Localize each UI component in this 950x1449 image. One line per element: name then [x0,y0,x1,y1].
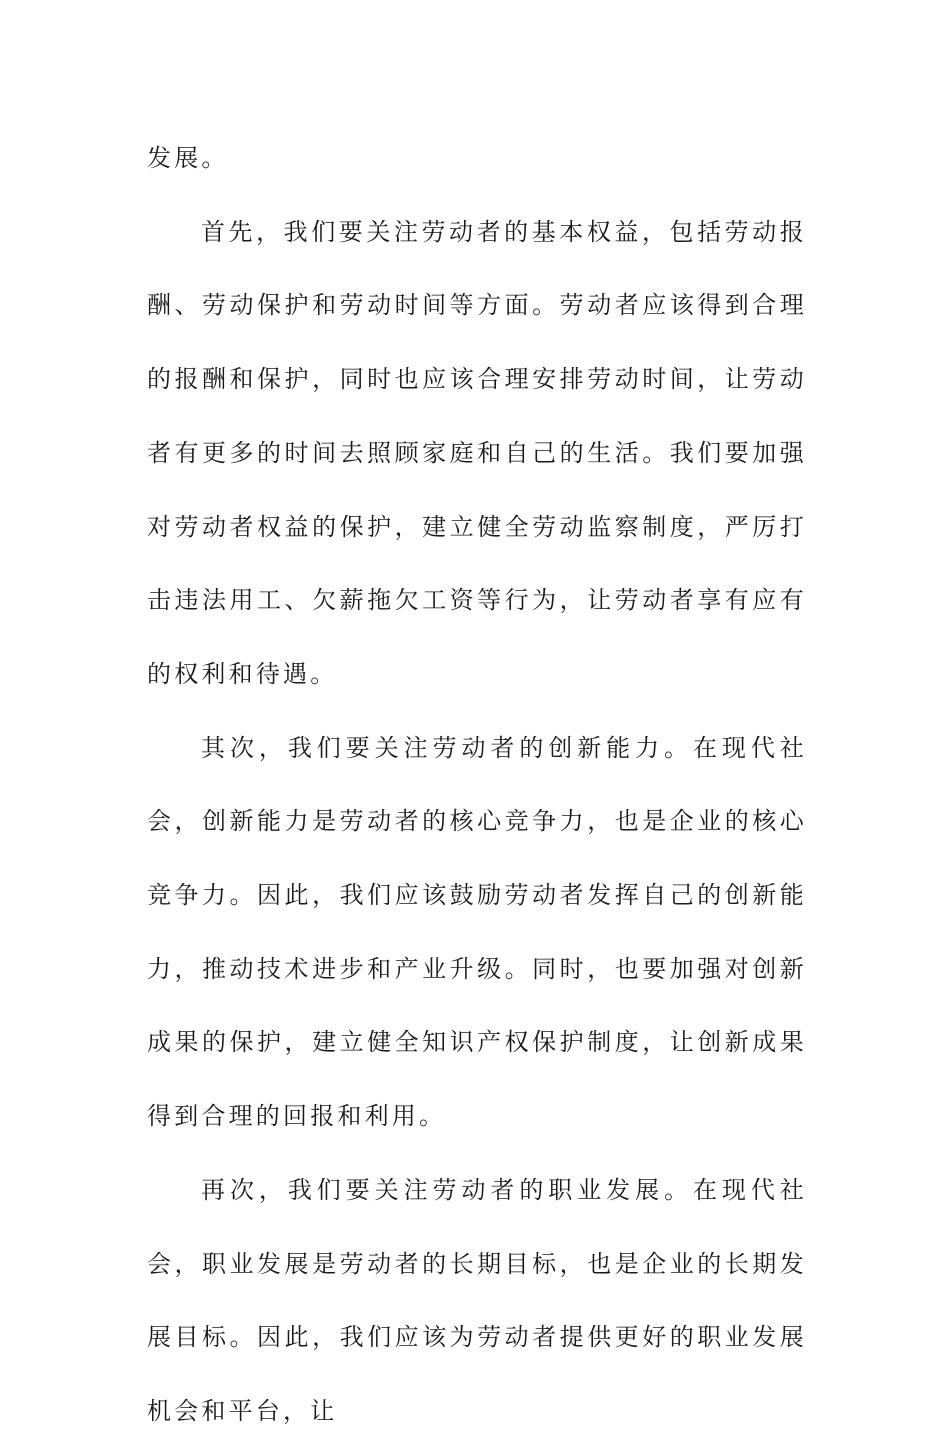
document-body [147,122,807,1449]
paragraph-continuation: 发展。 [147,144,229,172]
paragraph-basic-rights: 首先，我们要关注劳动者的基本权益，包括劳动报酬、劳动保护和劳动时间等方面。劳动者应该得到合理的报酬和保护，同时也应该合理安排劳动时间，让劳动者有更多的时间去照顾家庭和自己的生活。我们要加强对劳动者权益的保护，建立健全劳动监察制度，严厉打击违法用工、欠薪拖欠工资等行为，让劳动者享有应有的权利和待遇。 [147,217,807,688]
paragraph-innovation: 其次，我们要关注劳动者的创新能力。在现代社会，创新能力是劳动者的核心竞争力，也是企业的核心竞争力。因此，我们应该鼓励劳动者发挥自己的创新能力，推动技术进步和产业升级。同时，也要加强对创新成果的保护，建立健全知识产权保护制度，让创新成果得到合理的回报和利用。 [147,733,807,1131]
paragraph-career-development: 再次，我们要关注劳动者的职业发展。在现代社会，职业发展是劳动者的长期目标，也是企业的长期发展目标。因此，我们应该为劳动者提供更好的职业发展机会和平台，让 [147,1175,807,1425]
